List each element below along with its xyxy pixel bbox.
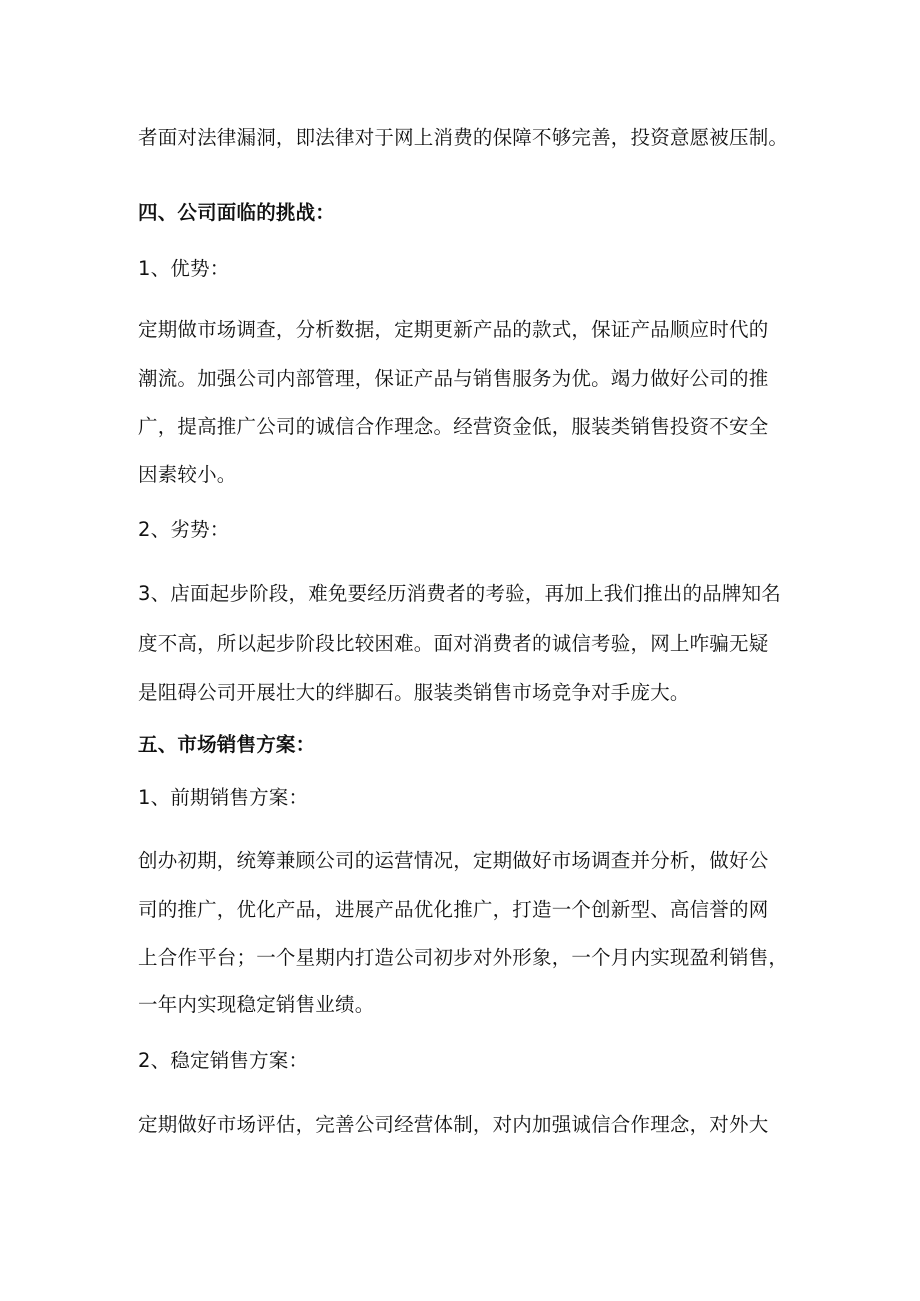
subheading: 1、前期销售方案：: [138, 786, 309, 809]
paragraph-line: 3、店面起步阶段，难免要经历消费者的考验，再加上我们推出的品牌知名: [138, 582, 782, 605]
section-heading: 四、公司面临的挑战：: [138, 201, 336, 224]
paragraph-line: 广，提高推广公司的诚信合作理念。经营资金低，服装类销售投资不安全: [138, 415, 769, 438]
paragraph-line: 因素较小。: [138, 463, 237, 486]
paragraph-line: 潮流。加强公司内部管理，保证产品与销售服务为优。竭力做好公司的推: [138, 367, 769, 390]
paragraph-line: 者面对法律漏洞，即法律对于网上消费的保障不够完善，投资意愿被压制。: [138, 126, 789, 149]
paragraph-line: 是阻碍公司开展壮大的绊脚石。服装类销售市场竞争对手庞大。: [138, 681, 690, 704]
paragraph-line: 一年内实现稳定销售业绩。: [138, 993, 375, 1016]
subheading: 1、优势：: [138, 257, 230, 280]
subheading: 2、劣势：: [138, 518, 230, 541]
paragraph-line: 定期做好市场评估，完善公司经营体制，对内加强诚信合作理念，对外大: [138, 1113, 769, 1136]
paragraph-line: 创办初期，统筹兼顾公司的运营情况，定期做好市场调查并分析，做好公: [138, 849, 769, 872]
subheading: 2、稳定销售方案：: [138, 1049, 309, 1072]
paragraph-line: 司的推广，优化产品，进展产品优化推广，打造一个创新型、高信誉的网: [138, 898, 769, 921]
paragraph-line: 度不高，所以起步阶段比较困难。面对消费者的诚信考验，网上咋骗无疑: [138, 632, 769, 655]
paragraph-line: 定期做市场调查，分析数据，定期更新产品的款式，保证产品顺应时代的: [138, 318, 769, 341]
section-heading: 五、市场销售方案：: [138, 733, 316, 756]
paragraph-line: 上合作平台；一个星期内打造公司初步对外形象，一个月内实现盈利销售，: [138, 946, 789, 969]
